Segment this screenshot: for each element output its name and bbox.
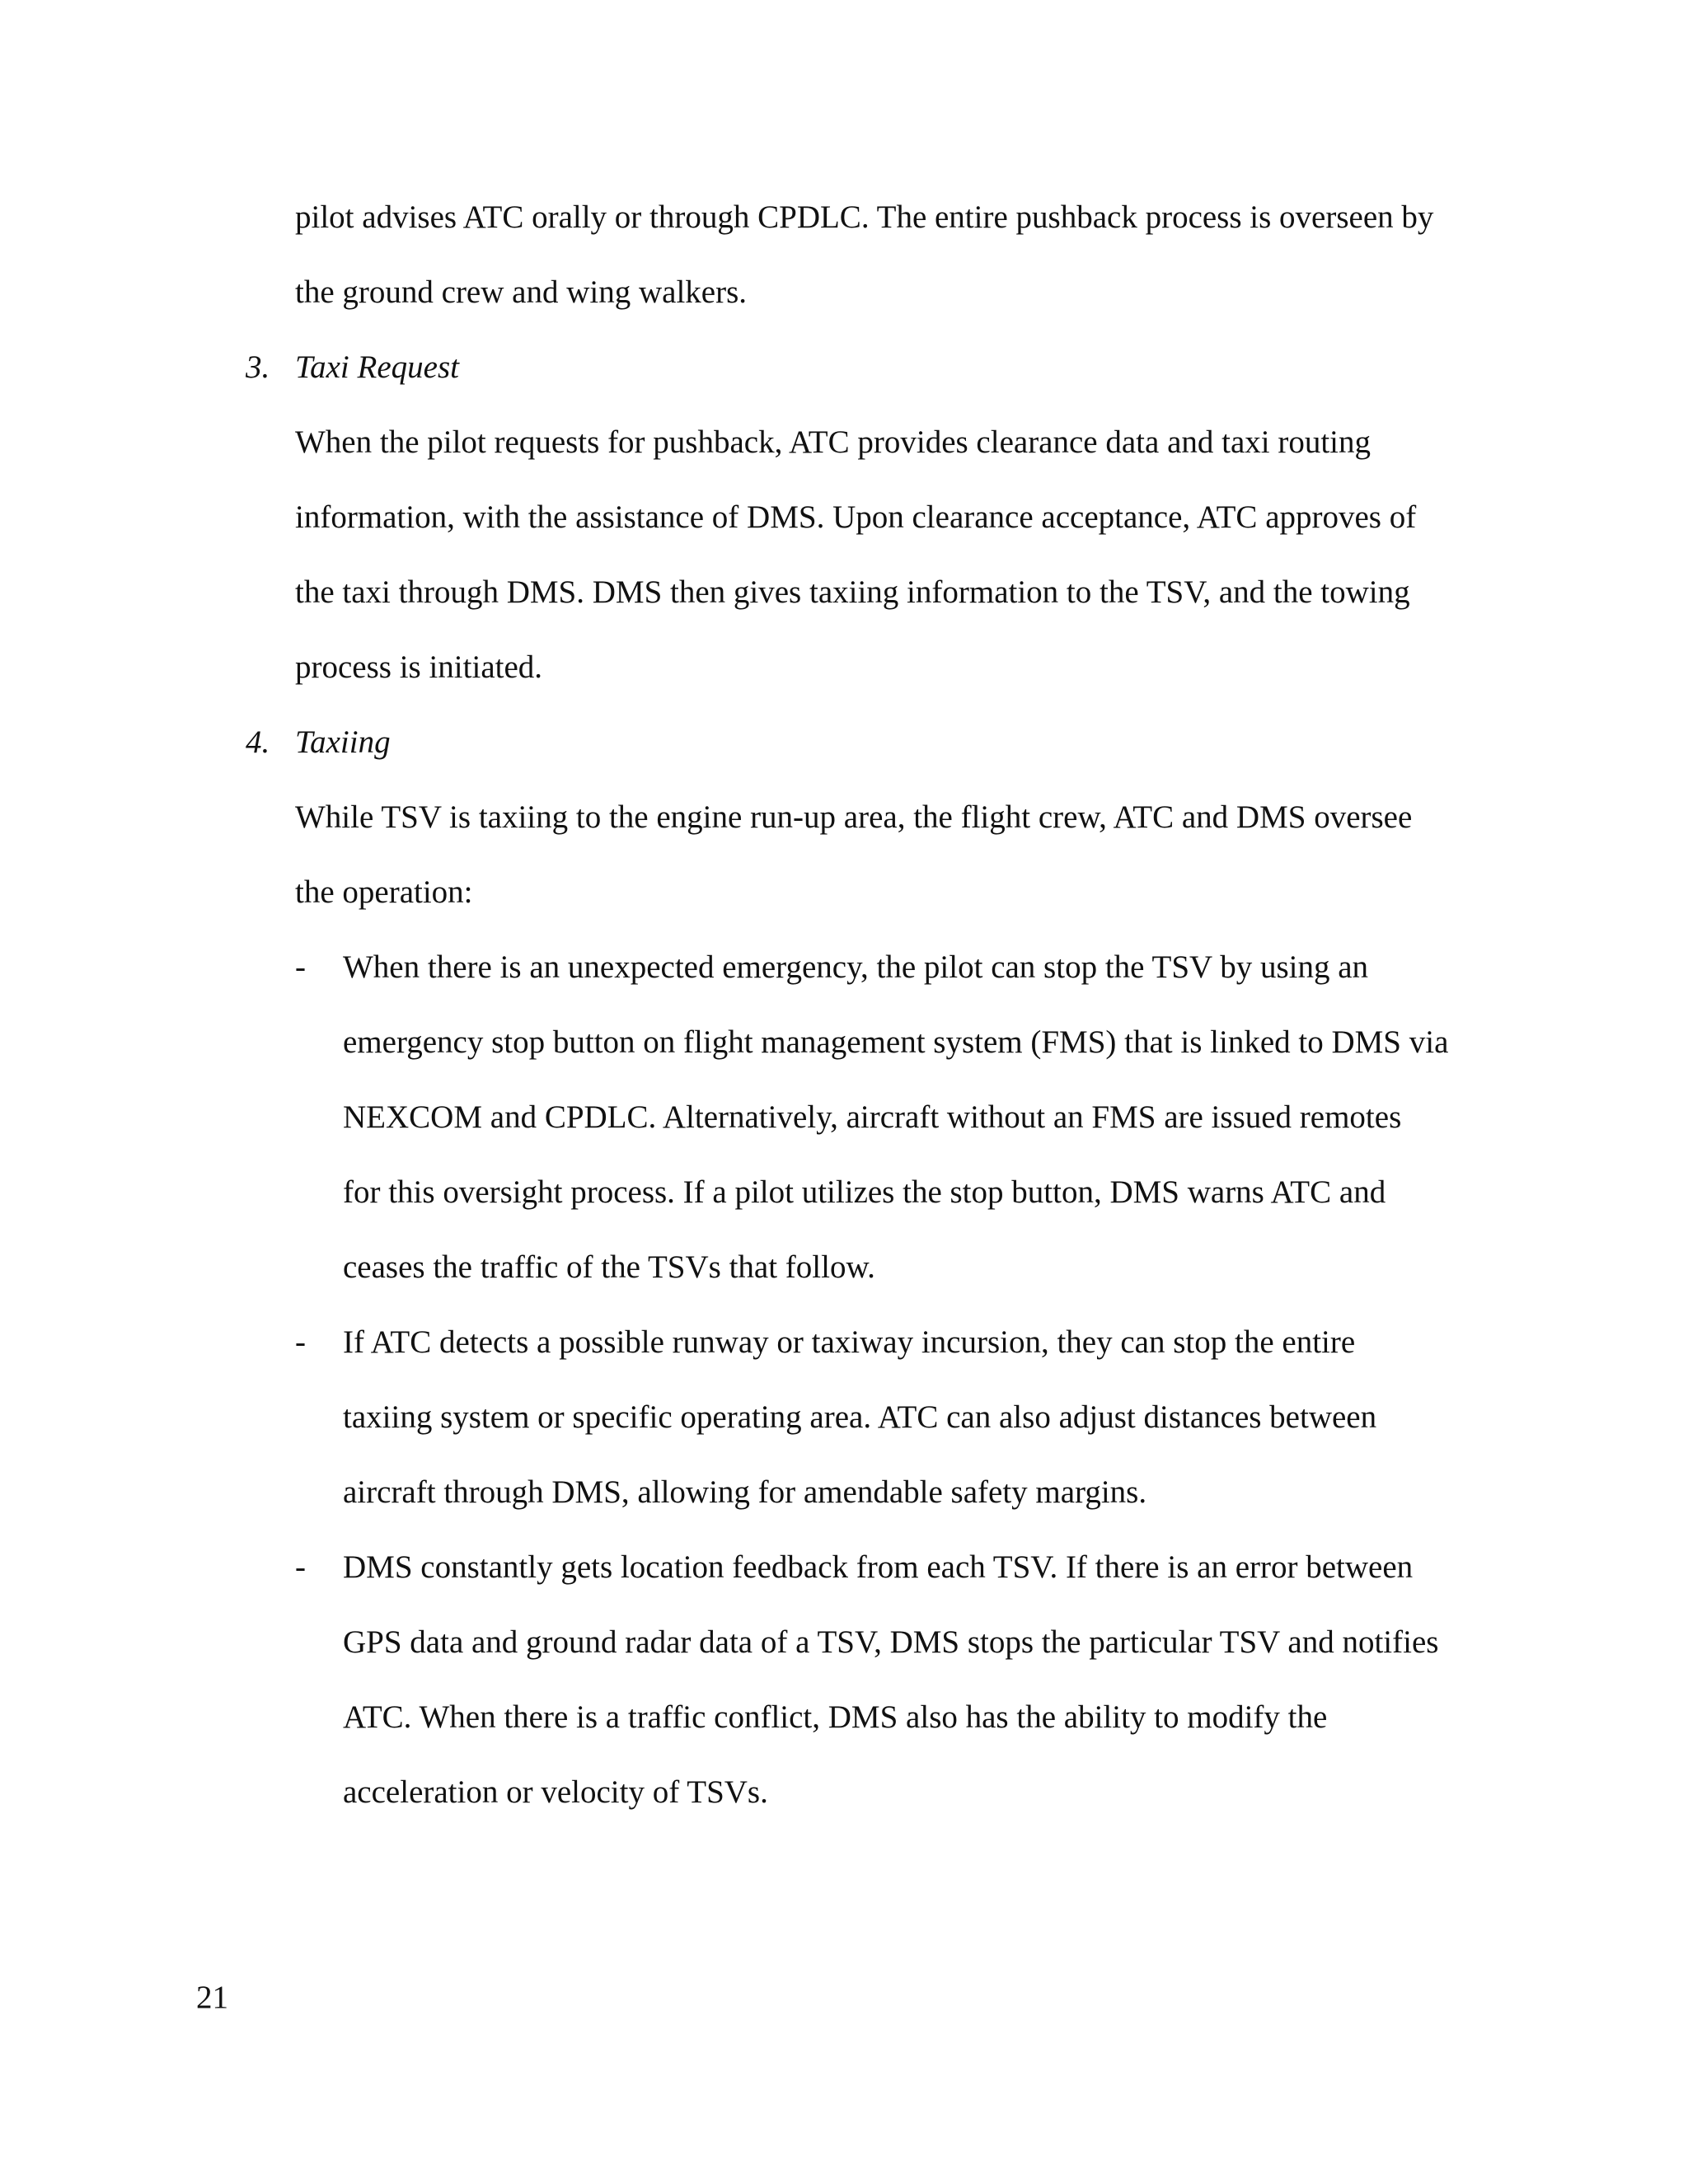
section-number: 4. [246, 724, 270, 760]
bullet-line: NEXCOM and CPDLC. Alternatively, aircraft without an FMS are issued remotes [343, 1099, 1402, 1135]
section-number: 3. [246, 349, 270, 385]
page-number: 21 [196, 1980, 228, 2015]
bullet-marker: - [295, 1549, 306, 1585]
bullet-line: taxiing system or specific operating area. ATC can also adjust distances between [343, 1399, 1377, 1435]
bullet-line: aircraft through DMS, allowing for amendable safety margins. [343, 1474, 1147, 1510]
paragraph-line: the ground crew and wing walkers. [295, 274, 747, 310]
paragraph-line: process is initiated. [295, 649, 543, 685]
bullet-line: emergency stop button on flight management system (FMS) that is linked to DMS via [343, 1024, 1449, 1060]
bullet-line: GPS data and ground radar data of a TSV, DMS stops the particular TSV and notifies [343, 1624, 1439, 1660]
bullet-line: When there is an unexpected emergency, the pilot can stop the TSV by using an [343, 949, 1369, 985]
bullet-marker: - [295, 1324, 306, 1360]
section-heading: Taxi Request [295, 349, 459, 385]
bullet-line: for this oversight process. If a pilot utilizes the stop button, DMS warns ATC and [343, 1174, 1386, 1210]
bullet-line: acceleration or velocity of TSVs. [343, 1774, 768, 1810]
paragraph-line: the operation: [295, 874, 473, 910]
paragraph-line: When the pilot requests for pushback, ATC provides clearance data and taxi routing [295, 424, 1372, 460]
section-heading: Taxiing [295, 724, 391, 760]
paragraph-line: While TSV is taxiing to the engine run-up area, the flight crew, ATC and DMS oversee [295, 799, 1413, 835]
bullet-line: ceases the traffic of the TSVs that follow. [343, 1249, 875, 1285]
paragraph-line: information, with the assistance of DMS. Upon clearance acceptance, ATC approves of [295, 499, 1417, 535]
paragraph-line: the taxi through DMS. DMS then gives taxiing information to the TSV, and the towing [295, 574, 1410, 610]
bullet-line: If ATC detects a possible runway or taxiway incursion, they can stop the entire [343, 1324, 1356, 1360]
bullet-line: ATC. When there is a traffic conflict, DMS also has the ability to modify the [343, 1699, 1328, 1735]
bullet-marker: - [295, 949, 306, 985]
paragraph-line: pilot advises ATC orally or through CPDLC. The entire pushback process is overseen by [295, 199, 1434, 235]
bullet-line: DMS constantly gets location feedback from each TSV. If there is an error between [343, 1549, 1414, 1585]
